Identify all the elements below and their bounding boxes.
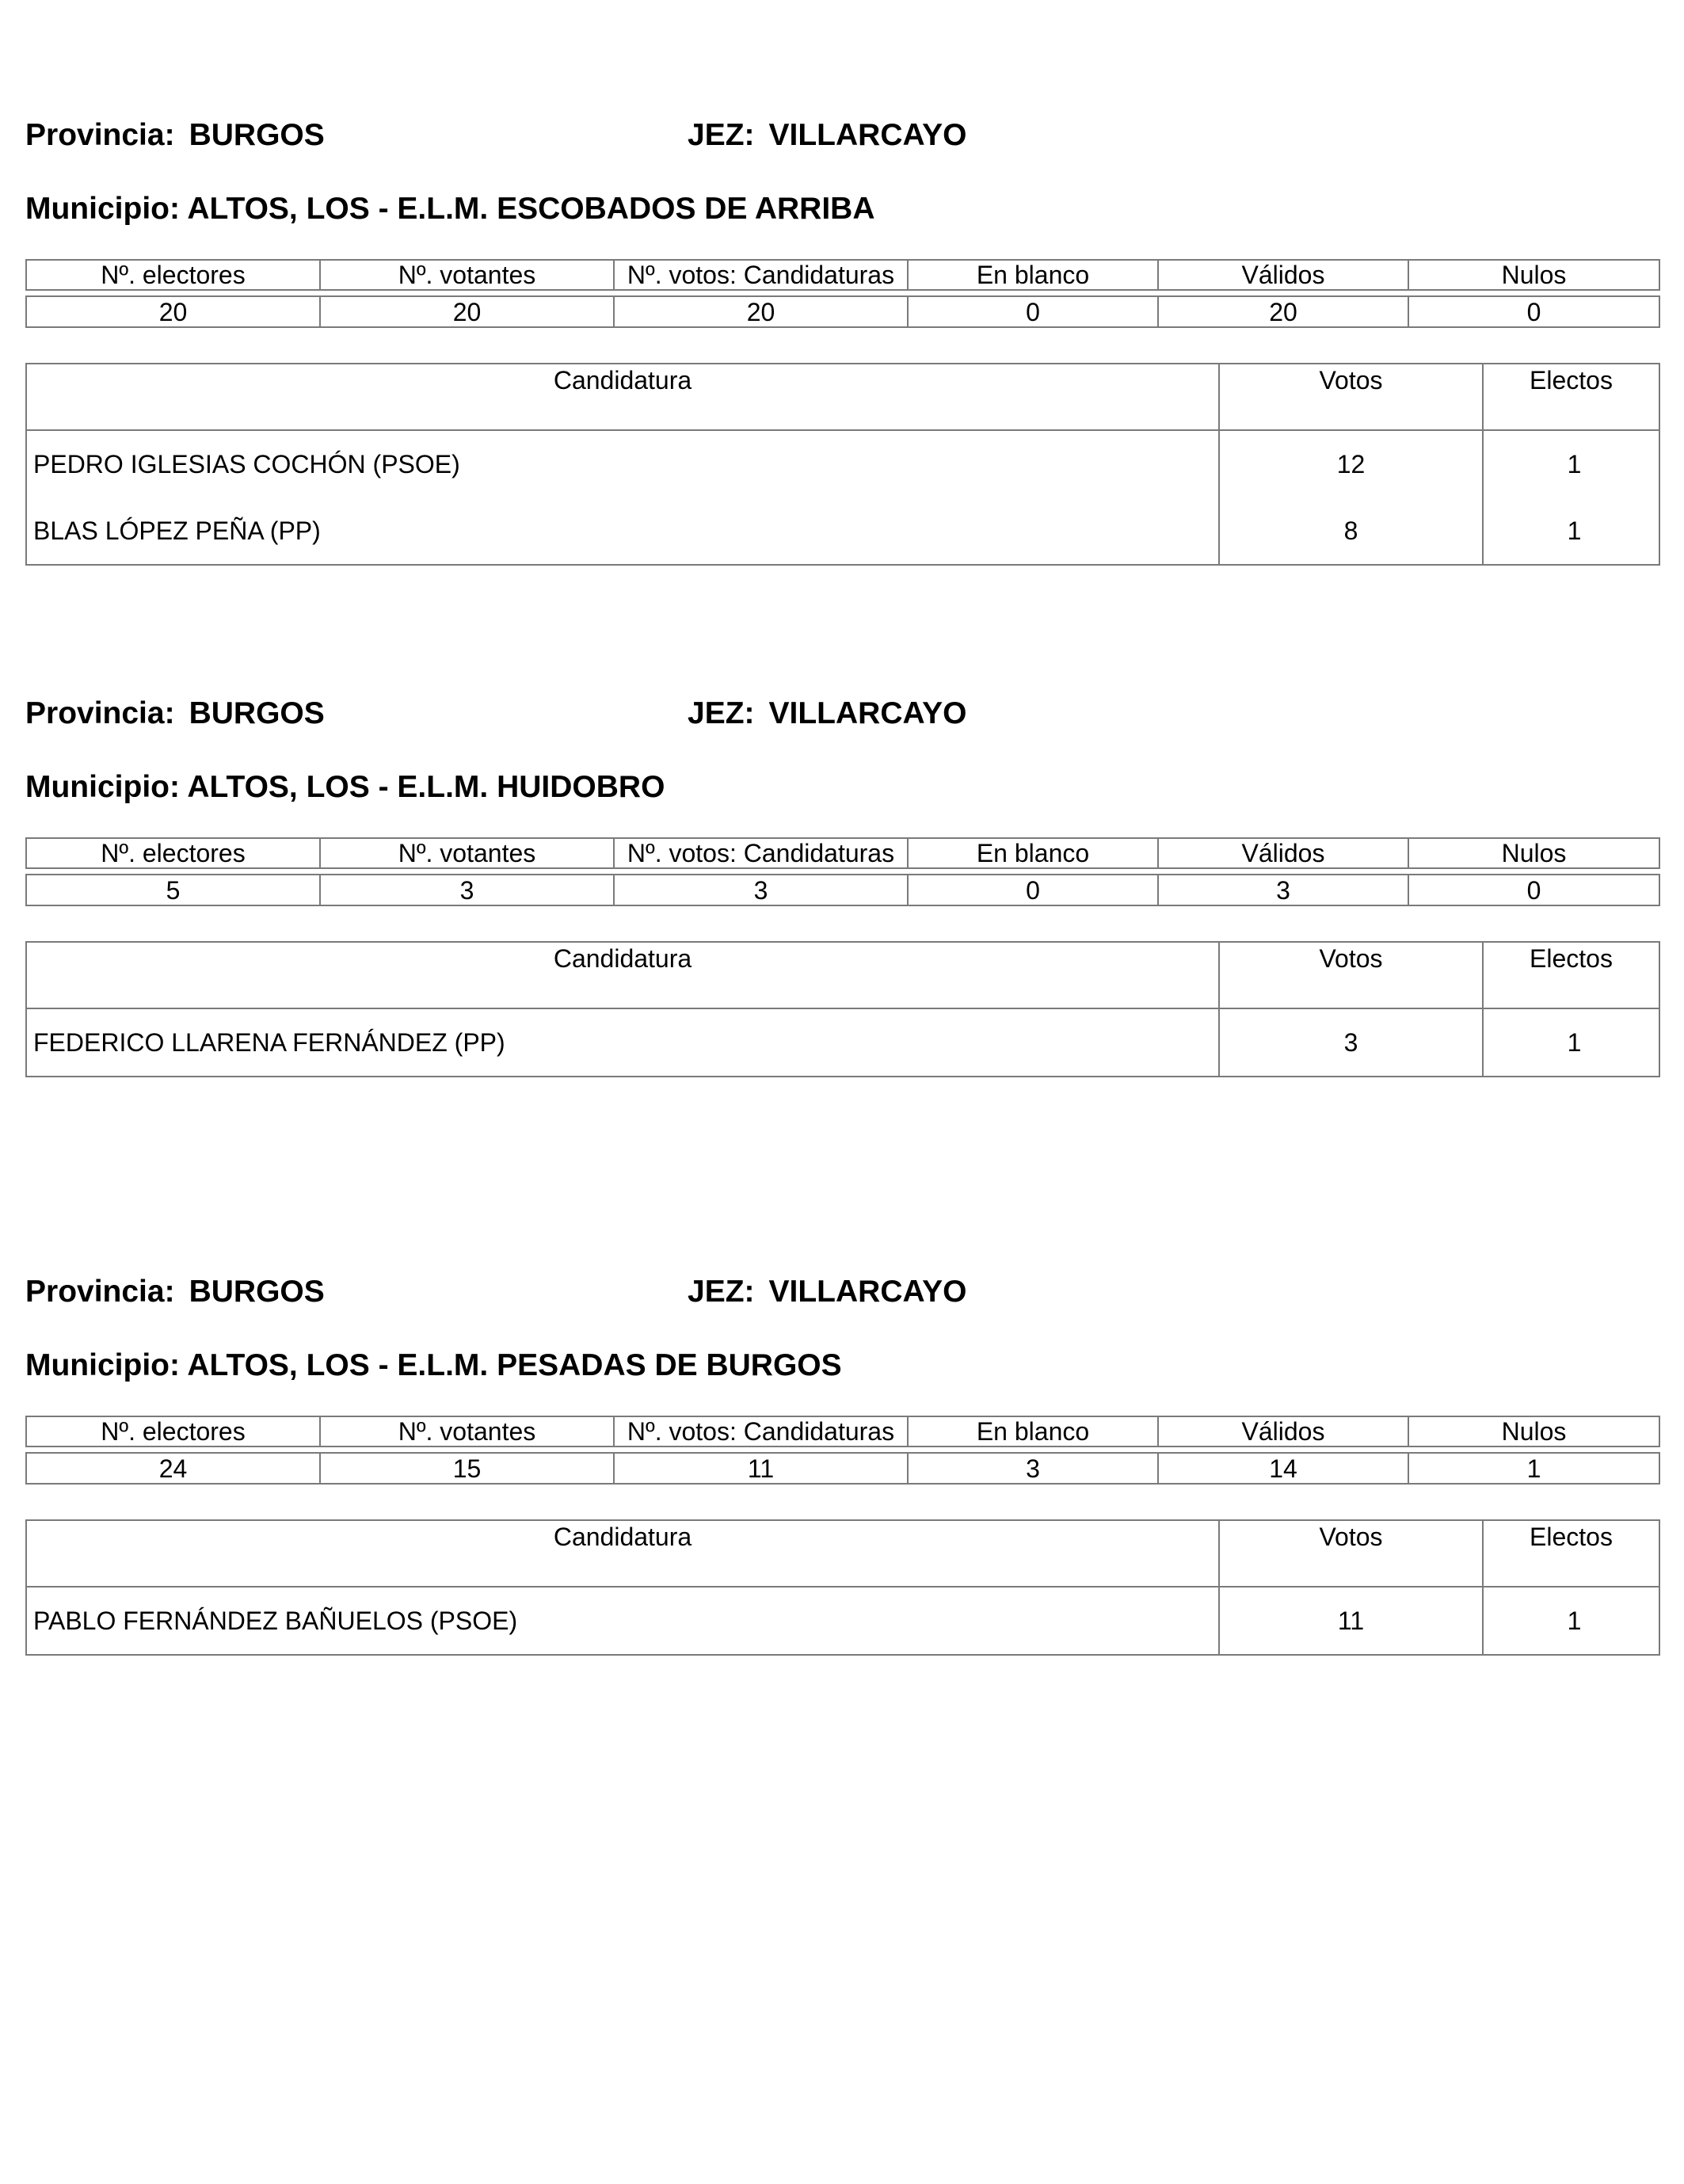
candidate-name: FEDERICO LLARENA FERNÁNDEZ (PP): [33, 1028, 505, 1057]
candidates-header-row: [26, 1520, 1659, 1587]
candidate-votos: 8: [1219, 497, 1483, 565]
stats-value-cell: 1: [1408, 1453, 1659, 1484]
candidate-row: [26, 430, 1659, 497]
provincia-label: Provincia:: [25, 696, 175, 730]
candidate-name: BLAS LÓPEZ PEÑA (PP): [33, 516, 321, 545]
stats-table: [25, 259, 1660, 328]
stats-header-cell: Nulos: [1408, 1416, 1659, 1446]
candidatura-header: Candidatura: [26, 364, 1219, 430]
provincia-value: BURGOS: [189, 118, 325, 152]
stats-value-row: [26, 1453, 1659, 1484]
jez-label: JEZ:: [688, 1275, 755, 1309]
candidatura-header: Candidatura: [26, 1520, 1219, 1587]
candidate-row: [26, 497, 1659, 565]
jez-line: [688, 1274, 966, 1310]
candidate-votos: 3: [1219, 1008, 1483, 1077]
jez-label: JEZ:: [688, 118, 755, 152]
candidate-row: [26, 1008, 1659, 1077]
stats-header-cell: En blanco: [908, 1416, 1158, 1446]
jez-line: [688, 696, 966, 732]
municipio-label: Municipio:: [25, 192, 180, 226]
stats-header-cell: Nº. votantes: [320, 1416, 614, 1446]
votos-header: Votos: [1219, 364, 1483, 430]
candidates-table: [25, 1519, 1660, 1656]
candidate-electos: 1: [1483, 430, 1659, 497]
stats-value-cell: 0: [1408, 296, 1659, 327]
candidate-votos: 12: [1219, 430, 1483, 497]
jez-value: VILLARCAYO: [768, 1275, 967, 1309]
municipio-value: ALTOS, LOS - E.L.M. HUIDOBRO: [187, 770, 665, 804]
stats-value-cell: 5: [26, 875, 320, 905]
jez-value: VILLARCAYO: [768, 118, 967, 152]
stats-header-cell: En blanco: [908, 838, 1158, 868]
provincia-line: [25, 1274, 325, 1310]
election-section-3: [0, 1157, 1684, 1727]
stats-value-cell: 20: [614, 296, 908, 327]
municipio-value: ALTOS, LOS - E.L.M. PESADAS DE BURGOS: [187, 1348, 842, 1382]
candidate-electos: 1: [1483, 1008, 1659, 1077]
stats-value-cell: 3: [908, 1453, 1158, 1484]
jez-label: JEZ:: [688, 696, 755, 730]
stats-value-cell: 3: [614, 875, 908, 905]
municipio-label: Municipio:: [25, 770, 180, 804]
stats-header-row: [26, 1416, 1659, 1446]
jez-line: [688, 117, 966, 154]
electos-header: Electos: [1483, 942, 1659, 1008]
stats-value-cell: 20: [1158, 296, 1408, 327]
stats-header-cell: Válidos: [1158, 260, 1408, 290]
stats-header-cell: Nº. electores: [26, 838, 320, 868]
municipio-line: [25, 1347, 842, 1384]
stats-value-row: [26, 296, 1659, 327]
stats-header-cell: Nº. electores: [26, 1416, 320, 1446]
stats-header-cell: Nº. votos: Candidaturas: [614, 838, 908, 868]
stats-value-cell: 24: [26, 1453, 320, 1484]
candidate-name: PABLO FERNÁNDEZ BAÑUELOS (PSOE): [33, 1607, 518, 1635]
stats-header-cell: Válidos: [1158, 1416, 1408, 1446]
candidates-header-row: [26, 364, 1659, 430]
stats-header-cell: Nulos: [1408, 838, 1659, 868]
stats-value-cell: 3: [1158, 875, 1408, 905]
provincia-value: BURGOS: [189, 696, 325, 730]
provincia-value: BURGOS: [189, 1275, 325, 1309]
stats-value-row: [26, 875, 1659, 905]
stats-header-cell: Nº. electores: [26, 260, 320, 290]
jez-value: VILLARCAYO: [768, 696, 967, 730]
provincia-line: [25, 117, 325, 154]
candidate-electos: 1: [1483, 1587, 1659, 1655]
stats-value-cell: 0: [1408, 875, 1659, 905]
stats-header-cell: Nº. votos: Candidaturas: [614, 1416, 908, 1446]
election-section-1: [0, 0, 1684, 570]
electos-header: Electos: [1483, 1520, 1659, 1587]
candidatura-header: Candidatura: [26, 942, 1219, 1008]
stats-header-cell: Válidos: [1158, 838, 1408, 868]
stats-value-cell: 20: [26, 296, 320, 327]
candidate-row: [26, 1587, 1659, 1655]
municipio-label: Municipio:: [25, 1348, 180, 1382]
stats-header-cell: En blanco: [908, 260, 1158, 290]
candidate-votos: 11: [1219, 1587, 1483, 1655]
candidates-table: [25, 941, 1660, 1077]
stats-header-row: [26, 838, 1659, 868]
stats-header-cell: Nulos: [1408, 260, 1659, 290]
candidate-name: PEDRO IGLESIAS COCHÓN (PSOE): [33, 450, 460, 478]
stats-value-cell: 3: [320, 875, 614, 905]
stats-header-cell: Nº. votos: Candidaturas: [614, 260, 908, 290]
stats-value-cell: 20: [320, 296, 614, 327]
stats-value-cell: 0: [908, 875, 1158, 905]
election-section-2: [0, 578, 1684, 1149]
stats-header-row: [26, 260, 1659, 290]
stats-value-cell: 15: [320, 1453, 614, 1484]
candidates-header-row: [26, 942, 1659, 1008]
stats-value-cell: 0: [908, 296, 1158, 327]
stats-value-cell: 14: [1158, 1453, 1408, 1484]
electos-header: Electos: [1483, 364, 1659, 430]
stats-header-cell: Nº. votantes: [320, 838, 614, 868]
stats-header-cell: Nº. votantes: [320, 260, 614, 290]
stats-table: [25, 837, 1660, 906]
provincia-label: Provincia:: [25, 1275, 175, 1309]
votos-header: Votos: [1219, 1520, 1483, 1587]
provincia-label: Provincia:: [25, 118, 175, 152]
municipio-value: ALTOS, LOS - E.L.M. ESCOBADOS DE ARRIBA: [187, 192, 875, 226]
candidate-electos: 1: [1483, 497, 1659, 565]
municipio-line: [25, 191, 875, 227]
stats-table: [25, 1416, 1660, 1485]
candidates-table: [25, 363, 1660, 566]
provincia-line: [25, 696, 325, 732]
votos-header: Votos: [1219, 942, 1483, 1008]
municipio-line: [25, 769, 665, 806]
stats-value-cell: 11: [614, 1453, 908, 1484]
